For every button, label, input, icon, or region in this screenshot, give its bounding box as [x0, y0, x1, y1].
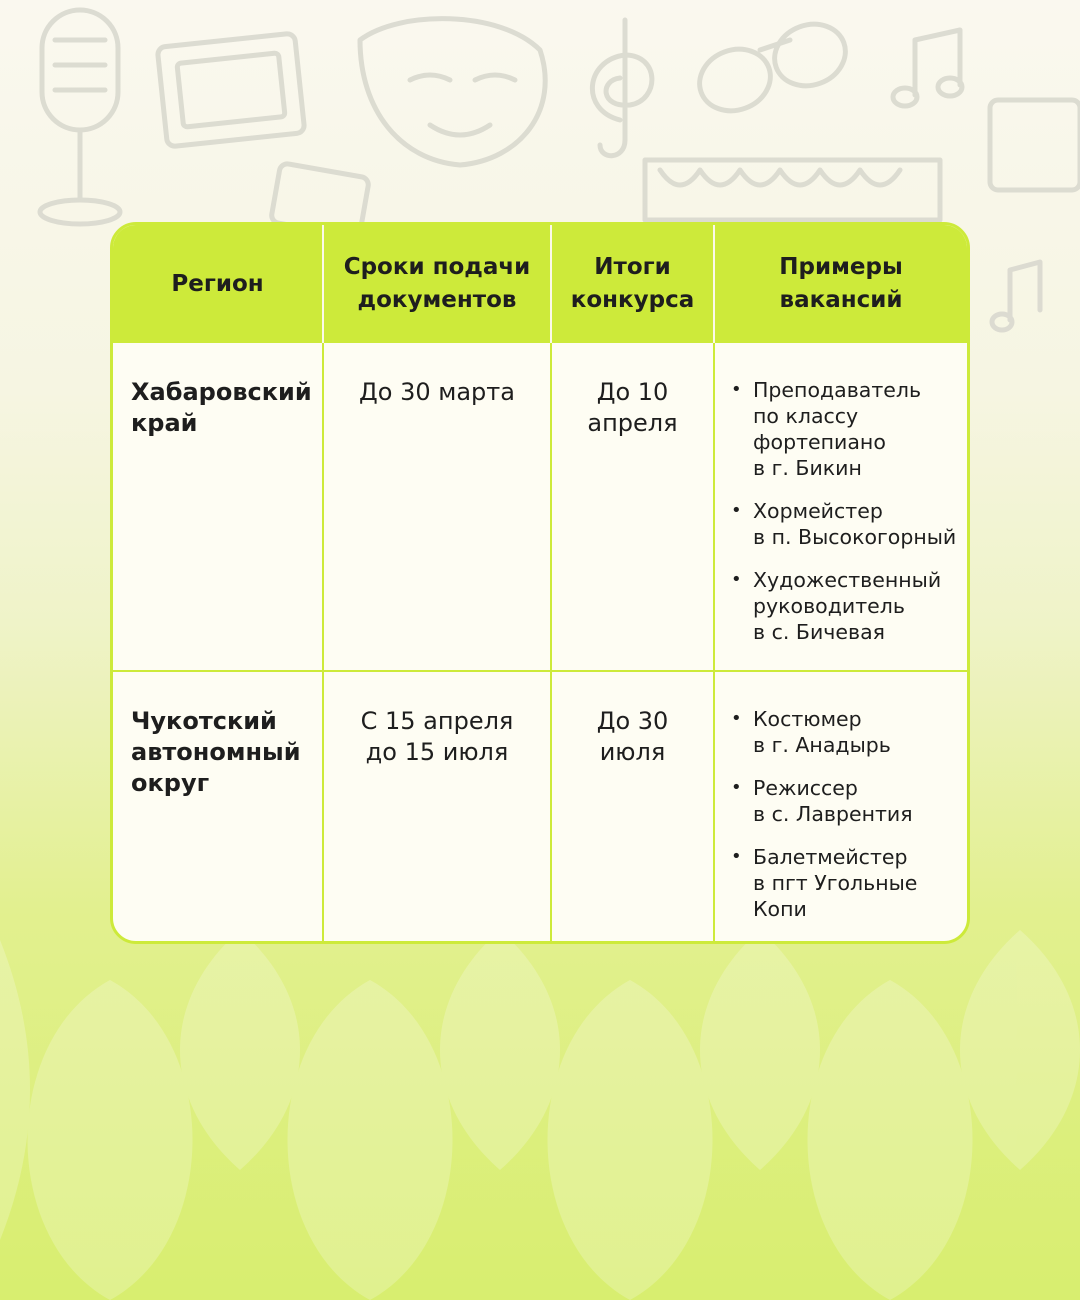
header-text: вакансий: [779, 287, 903, 313]
header-text: документов: [357, 287, 517, 313]
vacancy-text: в п. Высокогорный: [753, 525, 957, 549]
region-cell: [113, 671, 323, 943]
region-text: край: [131, 409, 198, 437]
vacancy-item: [731, 377, 959, 481]
header-region: [113, 225, 323, 343]
header-deadline: [323, 225, 551, 343]
vacancy-text: руководитель: [753, 594, 905, 618]
film-camera-icon: [270, 100, 1080, 237]
region-text: автономный: [131, 738, 301, 766]
vacancy-text: в с. Бичевая: [753, 620, 885, 644]
vacancies-cell: [714, 671, 967, 943]
results-text: До 30: [596, 707, 669, 735]
vacancy-item: [731, 775, 959, 827]
header-vacancies: [714, 225, 967, 343]
results-text: До 10: [596, 378, 669, 406]
header-text: Сроки подачи: [343, 254, 531, 280]
theater-mask-icon: [360, 19, 545, 165]
vacancy-text: в г. Анадырь: [753, 733, 891, 757]
header-text: Регион: [171, 270, 264, 297]
ticket-icon: [157, 33, 305, 147]
vacancy-text: фортепиано: [753, 430, 886, 454]
treble-clef-icon: [592, 20, 652, 156]
vacancy-text: • Преподаватель: [753, 378, 922, 402]
vacancy-text: в г. Бикин: [753, 456, 862, 480]
vacancy-text: в с. Лаврентия: [753, 802, 913, 826]
deadline-text: до 15 июля: [365, 738, 509, 766]
vacancy-text: • Художественный: [753, 568, 942, 592]
music-note-icon: [992, 262, 1040, 330]
vacancy-list: [731, 706, 959, 922]
vacancies-table-card: [110, 222, 970, 944]
header-results: [551, 225, 714, 343]
microphone-icon: [40, 10, 120, 224]
vacancy-item: [731, 844, 959, 922]
region-text: округ: [131, 769, 210, 797]
vacancy-text: • Режиссер: [753, 776, 858, 800]
results-cell: [551, 671, 714, 943]
deadline-cell: [323, 671, 551, 943]
vacancy-item: [731, 567, 959, 645]
region-text: Чукотский: [131, 707, 277, 735]
table-row: [113, 671, 967, 943]
vacancy-text: Копи: [753, 897, 807, 921]
music-note-icon: [893, 30, 962, 106]
vacancies-table: [113, 225, 967, 943]
vacancy-list: [731, 377, 959, 645]
curtain-icon: [645, 160, 940, 220]
table-header-row: [113, 225, 967, 343]
vacancy-text: • Костюмер: [753, 707, 862, 731]
vacancy-text: • Балетмейстер: [753, 845, 908, 869]
results-text: апреля: [587, 409, 678, 437]
deadline-text: До 30 марта: [359, 378, 515, 406]
region-cell: [113, 343, 323, 671]
deadline-text: С 15 апреля: [360, 707, 514, 735]
table-row: [113, 343, 967, 671]
vacancy-text: в пгт Угольные: [753, 871, 918, 895]
vacancy-text: • Хормейстер: [753, 499, 883, 523]
vacancy-item: [731, 706, 959, 758]
vacancy-item: [731, 498, 959, 550]
deadline-cell: [323, 343, 551, 671]
header-text: конкурса: [570, 287, 695, 313]
vacancy-text: по классу: [753, 404, 859, 428]
header-text: Итоги: [594, 254, 671, 280]
header-text: Примеры: [779, 254, 903, 280]
region-text: Хабаровский: [131, 378, 312, 406]
binoculars-icon: [691, 14, 854, 120]
vacancies-cell: [714, 343, 967, 671]
results-text: июля: [599, 738, 666, 766]
results-cell: [551, 343, 714, 671]
